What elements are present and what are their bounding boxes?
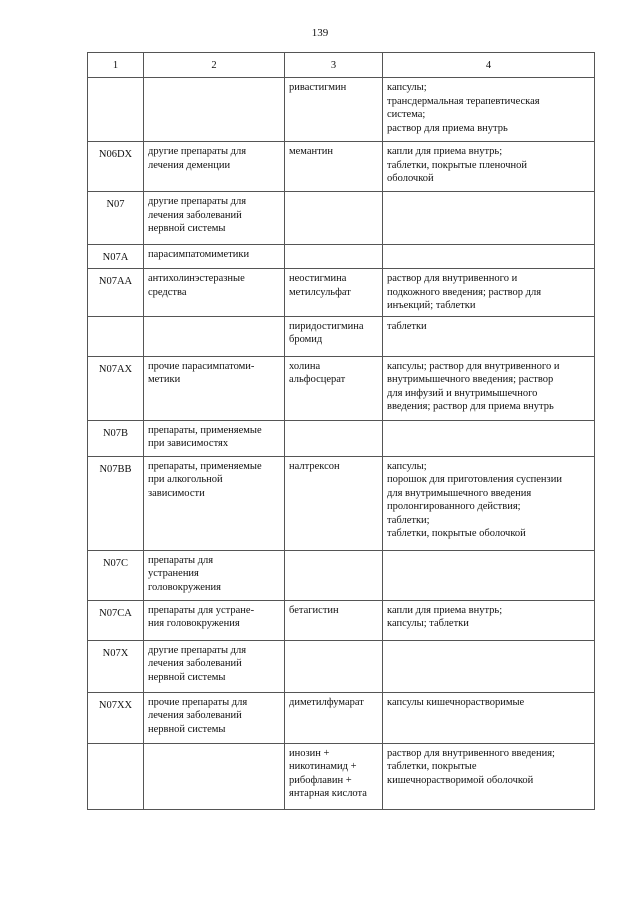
dosage-forms-cell <box>383 356 595 420</box>
dosage-forms-cell <box>383 600 595 640</box>
substance-cell <box>285 692 383 743</box>
table-row <box>88 192 595 245</box>
table-row <box>88 743 595 809</box>
atc-code-cell <box>88 743 144 809</box>
atc-code-cell: N07X <box>88 640 144 692</box>
group-name-cell <box>144 142 285 192</box>
substance-cell <box>285 269 383 317</box>
dosage-forms-cell <box>383 245 595 269</box>
group-name-cell <box>144 456 285 550</box>
group-name-cell <box>144 316 285 356</box>
substance-cell <box>285 142 383 192</box>
cell-text-line: трансдермальная терапевтическая <box>387 95 540 107</box>
cell-text-line: янтарная кислота <box>289 788 367 799</box>
cell-text-line: нервной системы <box>148 723 226 735</box>
cell-text-line: порошок для приготовления суспензии <box>387 474 562 485</box>
cell-text-line: другие препараты для <box>148 196 247 207</box>
table-row <box>88 245 595 269</box>
cell-text-line: лечения деменции <box>148 159 231 171</box>
cell-text-line: капли для приема внутрь; <box>387 604 503 616</box>
cell-text-line: лечения заболеваний <box>148 710 242 721</box>
cell-text-line: зависимости <box>148 487 205 499</box>
table-row <box>88 420 595 456</box>
cell-text-line: прочие препараты для <box>148 696 248 708</box>
cell-text-line: никотинамид + <box>289 761 357 772</box>
cell-text-line: препараты для <box>148 554 214 566</box>
dosage-forms-cell <box>383 456 595 550</box>
cell-text-line: капсулы; раствор для внутривенного и <box>387 360 560 372</box>
table-row <box>88 692 595 743</box>
atc-code-cell: N07BB <box>88 456 144 550</box>
cell-text-line: устранения <box>148 568 199 579</box>
group-name-cell <box>144 356 285 420</box>
group-name-cell <box>144 269 285 317</box>
cell-text-line: метики <box>148 374 181 385</box>
cell-text-line: внутримышечного введения; раствор <box>387 374 554 385</box>
substance-cell <box>285 550 383 600</box>
table-row <box>88 356 595 420</box>
substance-cell <box>285 456 383 550</box>
table-row <box>88 640 595 692</box>
header-cell-2: 2 <box>144 53 285 78</box>
cell-text-line: диметилфумарат <box>289 696 364 708</box>
atc-code-cell: N07A <box>88 245 144 269</box>
atc-code-cell: N07AX <box>88 356 144 420</box>
cell-text-line: препараты, применяемые <box>148 424 262 436</box>
atc-code-cell <box>88 316 144 356</box>
cell-text-line: нервной системы <box>148 671 226 683</box>
cell-text-line: средства <box>148 286 187 298</box>
cell-text-line: ния головокружения <box>148 618 240 629</box>
dosage-forms-cell <box>383 78 595 142</box>
cell-text-line: капсулы; <box>387 460 427 472</box>
cell-text-line: таблетки, покрытые <box>387 761 477 772</box>
cell-text-line: оболочкой <box>387 173 434 184</box>
dosage-forms-cell <box>383 420 595 456</box>
cell-text-line: для инфузий и внутримышечного <box>387 387 538 399</box>
dosage-forms-cell <box>383 316 595 356</box>
dosage-forms-cell <box>383 269 595 317</box>
cell-text-line: инъекций; таблетки <box>387 300 476 311</box>
dosage-forms-cell <box>383 550 595 600</box>
cell-text-line: рибофлавин + <box>289 774 352 786</box>
cell-text-line: бетагистин <box>289 604 339 616</box>
cell-text-line: парасимпатомиметики <box>148 249 250 260</box>
atc-code-cell: N07AA <box>88 269 144 317</box>
group-name-cell <box>144 743 285 809</box>
atc-code-cell: N07 <box>88 192 144 245</box>
group-name-cell <box>144 640 285 692</box>
atc-code-cell <box>88 78 144 142</box>
cell-text-line: мемантин <box>289 146 333 157</box>
cell-text-line: таблетки <box>387 320 427 332</box>
cell-text-line: раствор для внутривенного и <box>387 273 518 284</box>
cell-text-line: другие препараты для <box>148 146 247 157</box>
substance-cell <box>285 78 383 142</box>
cell-text-line: система; <box>387 109 426 120</box>
substance-cell <box>285 640 383 692</box>
cell-text-line: пиридостигмина <box>289 320 364 332</box>
header-cell-3: 3 <box>285 53 383 78</box>
cell-text-line: лечения заболеваний <box>148 209 242 221</box>
dosage-forms-cell <box>383 142 595 192</box>
group-name-cell <box>144 420 285 456</box>
cell-text-line: капсулы; таблетки <box>387 618 469 629</box>
header-cell-4: 4 <box>383 53 595 78</box>
cell-text-line: раствор для приема внутрь <box>387 122 508 134</box>
cell-text-line: нервной системы <box>148 223 226 234</box>
cell-text-line: таблетки, покрытые пленочной <box>387 159 528 171</box>
table-row <box>88 269 595 317</box>
substance-cell <box>285 600 383 640</box>
cell-text-line: налтрексон <box>289 460 340 472</box>
substance-cell <box>285 420 383 456</box>
group-name-cell <box>144 600 285 640</box>
substance-cell <box>285 316 383 356</box>
cell-text-line: капсулы; <box>387 82 427 93</box>
header-cell-1: 1 <box>88 53 144 78</box>
table-row <box>88 142 595 192</box>
table-row <box>88 316 595 356</box>
substance-cell <box>285 192 383 245</box>
table-row <box>88 550 595 600</box>
cell-text-line: препараты, применяемые <box>148 460 262 472</box>
drug-classification-table <box>87 52 595 810</box>
cell-text-line: лечения заболеваний <box>148 658 242 669</box>
cell-text-line: другие препараты для <box>148 644 247 656</box>
cell-text-line: раствор для внутривенного введения; <box>387 747 555 759</box>
cell-text-line: при зависимостях <box>148 438 229 449</box>
cell-text-line: бромид <box>289 334 323 345</box>
dosage-forms-cell <box>383 192 595 245</box>
substance-cell <box>285 245 383 269</box>
cell-text-line: ривастигмин <box>289 82 347 93</box>
group-name-cell <box>144 245 285 269</box>
dosage-forms-cell <box>383 640 595 692</box>
cell-text-line: таблетки, покрытые оболочкой <box>387 528 526 539</box>
cell-text-line: кишечнорастворимой оболочкой <box>387 774 534 786</box>
dosage-forms-cell <box>383 743 595 809</box>
table-row <box>88 78 595 142</box>
group-name-cell <box>144 192 285 245</box>
cell-text-line: капсулы кишечнорастворимые <box>387 696 525 708</box>
atc-code-cell: N07CA <box>88 600 144 640</box>
cell-text-line: введения; раствор для приема внутрь <box>387 401 554 412</box>
table-body <box>88 53 595 810</box>
atc-code-cell: N07C <box>88 550 144 600</box>
cell-text-line: таблетки; <box>387 514 430 526</box>
cell-text-line: антихолинэстеразные <box>148 273 245 284</box>
table-row <box>88 600 595 640</box>
atc-code-cell: N07XX <box>88 692 144 743</box>
cell-text-line: подкожного введения; раствор для <box>387 286 542 298</box>
cell-text-line: капли для приема внутрь; <box>387 146 503 157</box>
page-number: 139 <box>311 27 329 39</box>
table-row <box>88 456 595 550</box>
table-header-row <box>88 53 595 78</box>
cell-text-line: для внутримышечного введения <box>387 487 532 499</box>
group-name-cell <box>144 78 285 142</box>
atc-code-cell: N06DX <box>88 142 144 192</box>
substance-cell <box>285 743 383 809</box>
cell-text-line: препараты для устране- <box>148 604 255 616</box>
cell-text-line: метилсульфат <box>289 286 351 298</box>
cell-text-line: неостигмина <box>289 273 347 284</box>
substance-cell <box>285 356 383 420</box>
cell-text-line: прочие парасимпатоми- <box>148 360 255 372</box>
atc-code-cell: N07B <box>88 420 144 456</box>
cell-text-line: при алкогольной <box>148 474 223 485</box>
cell-text-line: головокружения <box>148 581 221 593</box>
cell-text-line: пролонгированного действия; <box>387 501 521 512</box>
cell-text-line: альфосцерат <box>289 374 346 385</box>
group-name-cell <box>144 692 285 743</box>
cell-text-line: холина <box>289 360 321 372</box>
group-name-cell <box>144 550 285 600</box>
cell-text-line: инозин + <box>289 747 330 759</box>
dosage-forms-cell <box>383 692 595 743</box>
